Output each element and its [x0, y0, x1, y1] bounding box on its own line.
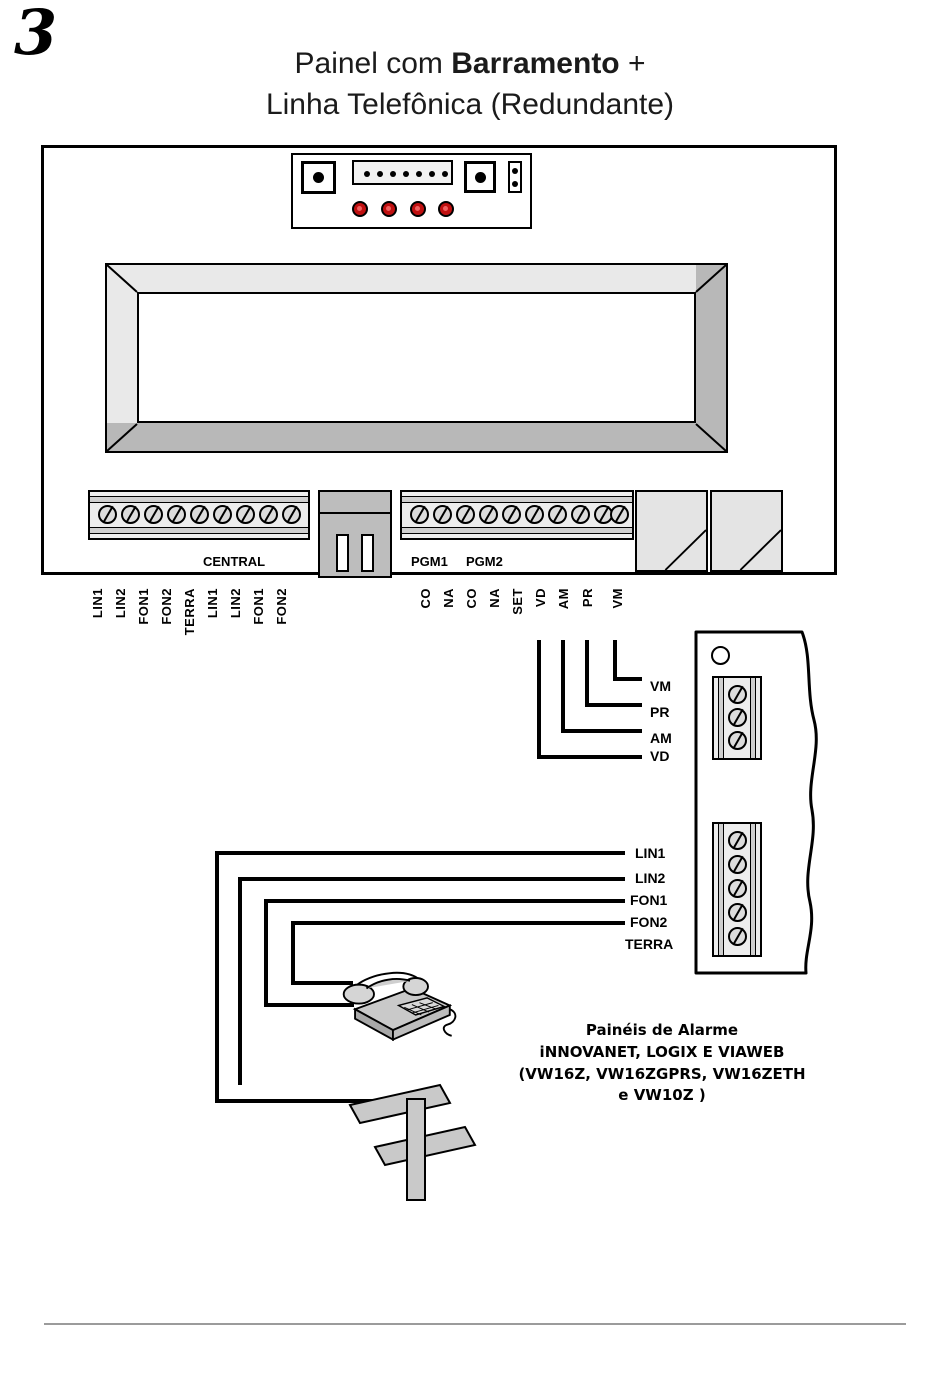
- header-pin: [429, 171, 435, 177]
- module-dot-left: [313, 172, 324, 183]
- terminal-screw: [610, 505, 629, 524]
- title-line-1-suffix: +: [619, 47, 646, 80]
- phone-wire-lin1-vertical: [215, 851, 219, 1103]
- strip-rail-top: [90, 496, 308, 503]
- bus-wire-vd-vertical: [537, 640, 541, 759]
- bus-wire-pr-vertical: [585, 640, 589, 707]
- module-dot-small-bottom: [512, 181, 518, 187]
- terminal-screw: [144, 505, 163, 524]
- panel-led: [381, 201, 397, 217]
- bus-wire-label-vm: VM: [650, 678, 671, 694]
- title-line-1-bold: Barramento: [451, 47, 620, 80]
- terminal-screw: [548, 505, 567, 524]
- title-line-1-prefix: Painel com: [294, 47, 452, 80]
- pgm-pin-label: CO: [464, 588, 479, 609]
- header-pin: [442, 171, 448, 177]
- step-number: 3: [14, 0, 58, 69]
- device-caption-line-3: (VW16Z, VW16ZGPRS, VW16ZETH: [518, 1064, 806, 1083]
- central-pin-label: LIN2: [113, 588, 128, 619]
- ground-wall-symbol: [345, 1075, 515, 1205]
- terminal-screw: [728, 831, 747, 850]
- bus-wire-label-pr: PR: [650, 704, 670, 720]
- pgm-pin-label: PR: [580, 588, 595, 608]
- terminal-screw: [479, 505, 498, 524]
- title-line-2: Linha Telefônica (Redundante): [265, 87, 675, 121]
- header-pin: [416, 171, 422, 177]
- strip-rail-right: [750, 824, 756, 955]
- bus-wire-am-vertical: [561, 640, 565, 733]
- pgm1-label: PGM1: [411, 554, 448, 569]
- pgm-pin-label: VM: [610, 588, 625, 609]
- central-strip-label: CENTRAL: [203, 554, 266, 569]
- bus-wire-label-vd: VD: [650, 748, 670, 764]
- phone-wire-lin2-horizontal: [238, 877, 625, 881]
- central-pin-label: FON2: [274, 588, 289, 625]
- device-mounting-hole: [711, 646, 730, 665]
- pgm-pin-label: CO: [418, 588, 433, 609]
- central-pin-label: LIN1: [205, 588, 220, 619]
- central-pin-label: FON1: [251, 588, 266, 625]
- pgm-pin-label: NA: [487, 588, 502, 608]
- terminal-screw: [728, 903, 747, 922]
- terminal-screw: [728, 708, 747, 727]
- terminal-screw: [728, 855, 747, 874]
- phone-wire-fon1-vertical: [264, 899, 268, 1007]
- central-terminal-strip: [88, 490, 310, 540]
- header-pin: [390, 171, 396, 177]
- device-bus-terminal-strip: [712, 676, 762, 760]
- strip-rail-bottom: [90, 527, 308, 534]
- panel-relay-block-1: [635, 490, 708, 572]
- page-title: [150, 44, 790, 125]
- strip-rail-right: [750, 678, 756, 758]
- phone-wire-label-lin2: LIN2: [635, 870, 666, 886]
- connector-slot: [336, 534, 349, 572]
- bus-wire-vm-vertical: [613, 640, 617, 681]
- terminal-screw: [571, 505, 590, 524]
- display-bevel-diagonals: [105, 263, 728, 453]
- terminal-screw: [525, 505, 544, 524]
- terminal-screw: [259, 505, 278, 524]
- module-dot-small-top: [512, 168, 518, 174]
- terminal-screw: [98, 505, 117, 524]
- panel-led: [352, 201, 368, 217]
- device-phone-terminal-strip: [712, 822, 762, 957]
- pgm-pin-label: NA: [441, 588, 456, 608]
- phone-wire-fon2-vertical: [291, 921, 295, 985]
- device-caption-line-4: e VW10Z ): [618, 1086, 706, 1105]
- pgm-pin-label: AM: [556, 588, 571, 610]
- terminal-screw: [728, 685, 747, 704]
- terminal-screw: [410, 505, 429, 524]
- panel-led: [438, 201, 454, 217]
- phone-wire-label-lin1: LIN1: [635, 845, 666, 861]
- strip-rail-left: [718, 824, 724, 955]
- module-narrow-block: [508, 161, 522, 193]
- panel-led: [410, 201, 426, 217]
- module-square-left: [301, 161, 336, 194]
- panel-relay-block-2: [710, 490, 783, 572]
- connector-slot: [361, 534, 374, 572]
- connector-cap-line: [320, 512, 390, 514]
- terminal-screw: [121, 505, 140, 524]
- relay-block-diagonal: [637, 492, 706, 570]
- central-pin-label: TERRA: [182, 588, 197, 636]
- pgm-terminal-strip: [400, 490, 634, 540]
- central-pin-label: FON2: [159, 588, 174, 625]
- title-line-1: [150, 44, 790, 85]
- device-caption-line-1: Painéis de Alarme: [585, 1021, 739, 1039]
- footer-divider: [44, 1323, 906, 1325]
- central-pin-label: LIN2: [228, 588, 243, 619]
- phone-wire-fon1-horizontal: [264, 899, 625, 903]
- terminal-screw: [456, 505, 475, 524]
- telephone-illustration: [330, 960, 490, 1050]
- strip-rail-top: [402, 496, 632, 503]
- device-caption-line-2: iNNOVANET, LOGIX E VIAWEB: [539, 1042, 785, 1061]
- phone-wire-fon2-horizontal: [291, 921, 625, 925]
- pgm2-label: PGM2: [466, 554, 503, 569]
- terminal-screw: [728, 927, 747, 946]
- strip-rail-left: [718, 678, 724, 758]
- bus-wire-label-am: AM: [650, 730, 672, 746]
- central-pin-label: LIN1: [90, 588, 105, 619]
- terminal-screw: [213, 505, 232, 524]
- phone-wire-label-fon1: FON1: [630, 892, 668, 908]
- pgm-pin-label: SET: [510, 588, 525, 615]
- relay-block-diagonal: [712, 492, 781, 570]
- terminal-screw: [502, 505, 521, 524]
- bus-wire-vm-horizontal: [613, 677, 642, 681]
- device-caption: [512, 1020, 812, 1107]
- module-dot-right: [475, 172, 486, 183]
- bus-connector-block: [318, 490, 392, 578]
- terminal-screw: [728, 731, 747, 750]
- header-pin: [377, 171, 383, 177]
- bus-wire-am-horizontal: [561, 729, 642, 733]
- phone-wire-lin2-vertical: [238, 877, 242, 1085]
- phone-wire-label-terra: TERRA: [625, 936, 674, 952]
- terminal-screw: [167, 505, 186, 524]
- module-square-right: [464, 161, 496, 193]
- terminal-screw: [728, 879, 747, 898]
- phone-wire-lin1-horizontal: [215, 851, 625, 855]
- bus-wire-vd-horizontal: [537, 755, 642, 759]
- bus-wire-pr-horizontal: [585, 703, 642, 707]
- terminal-screw: [282, 505, 301, 524]
- terminal-screw: [190, 505, 209, 524]
- terminal-screw: [236, 505, 255, 524]
- terminal-screw: [433, 505, 452, 524]
- header-pin: [364, 171, 370, 177]
- pgm-pin-label: VD: [533, 588, 548, 608]
- phone-wire-label-fon2: FON2: [630, 914, 668, 930]
- strip-rail-bottom: [402, 527, 632, 534]
- module-pin-header: [352, 160, 453, 185]
- header-pin: [403, 171, 409, 177]
- central-pin-label: FON1: [136, 588, 151, 625]
